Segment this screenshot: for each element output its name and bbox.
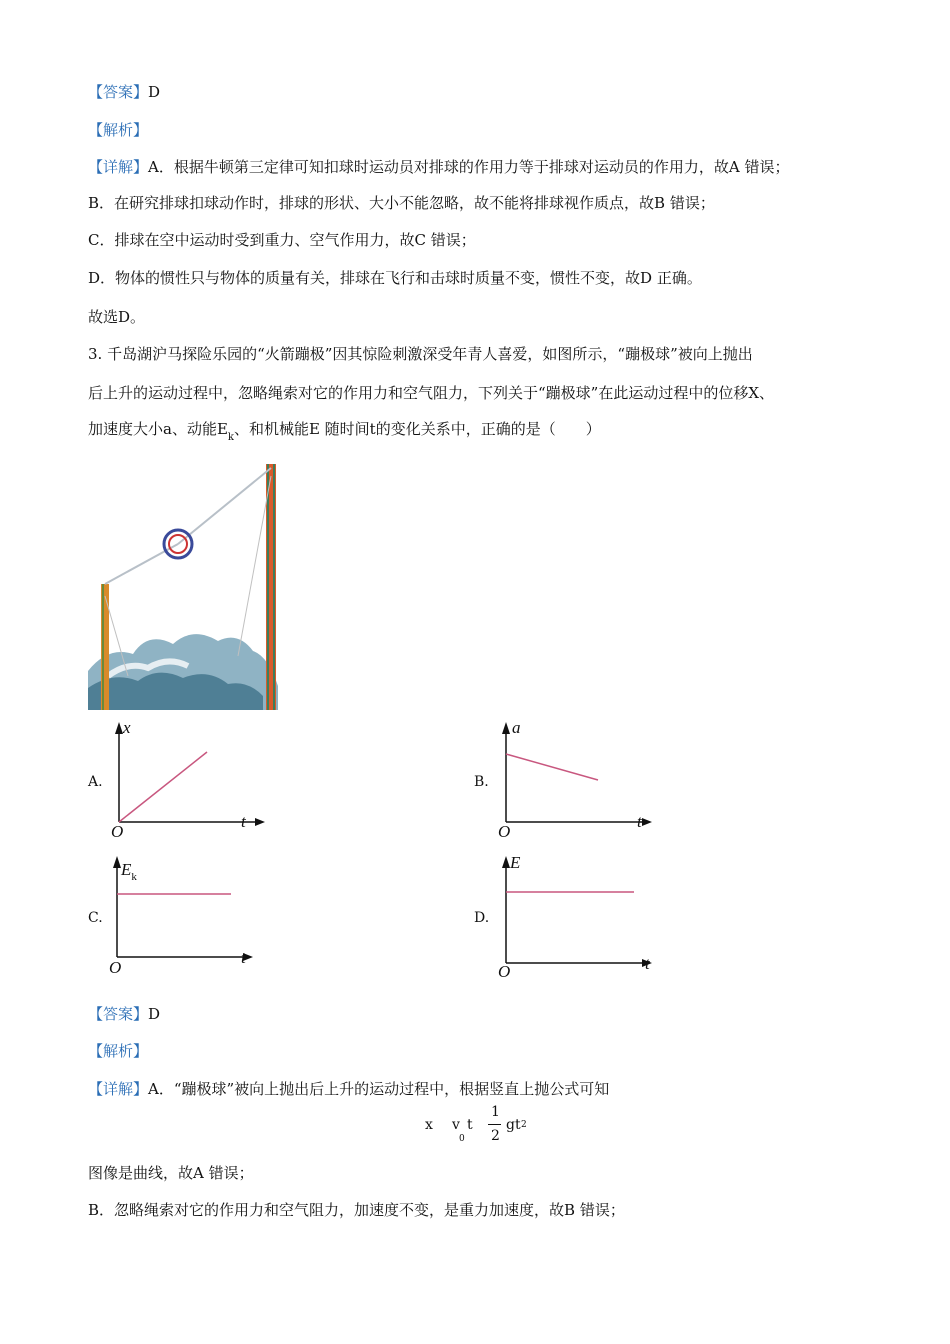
option-a-label: A.: [88, 774, 103, 790]
option-a-graph: [105, 718, 285, 848]
option-b-line: [506, 754, 598, 780]
detail-line-b: B．在研究排球扣球动作时，排球的形状、大小不能忽略，故不能将排球视作质点，故B 错误；: [88, 194, 715, 212]
detail2-line-a: 【详解】A．“蹦极球”被向上抛出后上升的运动过程中，根据竖直上抛公式可知: [88, 1080, 610, 1098]
option-b-label: B.: [474, 774, 489, 790]
analysis-heading: 【解析】: [88, 121, 149, 139]
option-c-ylabel: $E_k$: [121, 860, 137, 883]
option-d-label: D.: [474, 910, 490, 926]
option-b-ylabel: a: [512, 718, 521, 737]
detail2-line-a2: 图像是曲线，故A 错误；: [88, 1164, 254, 1182]
option-a-origin: O: [111, 822, 124, 841]
detail-line-d: D．物体的惯性只与物体的质量有关，排球在飞行和击球时质量不变，惯性不变，故D 正确。: [88, 269, 702, 287]
option-c-xlabel: t: [241, 948, 246, 967]
option-a-ylabel: x: [123, 718, 131, 737]
answer-value: D: [148, 83, 161, 101]
option-d-origin: O: [498, 962, 511, 981]
answer-bracket: 【答案】: [88, 83, 149, 101]
fraction-bar: [488, 1124, 501, 1125]
option-a-xlabel: t: [241, 812, 246, 831]
option-b-origin: O: [498, 822, 511, 841]
option-c-label: C.: [88, 910, 103, 926]
question-line-3: 加速度大小a、动能$E_k$、和机械能E 随时间t的变化关系中，正确的是（ ）: [88, 420, 601, 443]
detail-line-a: 【详解】A．根据牛顿第三定律可知扣球时运动员对排球的作用力等于排球对运动员的作用力，故A 错误；: [88, 158, 790, 176]
answer2-line: 【答案】D: [88, 1005, 161, 1023]
detail-conclusion: 故选D。: [88, 308, 146, 326]
option-c-origin: O: [109, 958, 122, 977]
option-b-xlabel: t: [637, 812, 642, 831]
option-d-xlabel: t: [645, 954, 650, 973]
option-a-line: [119, 752, 207, 822]
detail2-line-b: B．忽略绳索对它的作用力和空气阻力，加速度不变，是重力加速度，故B 错误；: [88, 1201, 625, 1219]
question-line-1: 3. 千岛湖沪马探险乐园的“火箭蹦极”因其惊险刺激深受年青人喜爱，如图所示，“蹦极球”被向上抛出: [88, 345, 753, 363]
analysis2-heading: 【解析】: [88, 1042, 149, 1060]
detail-line-c: C．排球在空中运动时受到重力、空气作用力，故C 错误；: [88, 231, 476, 249]
question-line-2: 后上升的运动过程中，忽略绳索对它的作用力和空气阻力，下列关于“蹦极球”在此运动过程中的位移X、: [88, 384, 775, 402]
answer-line: [88, 82, 160, 102]
option-d-ylabel: E: [510, 853, 521, 872]
rocket-bungee-photo: [88, 456, 298, 710]
